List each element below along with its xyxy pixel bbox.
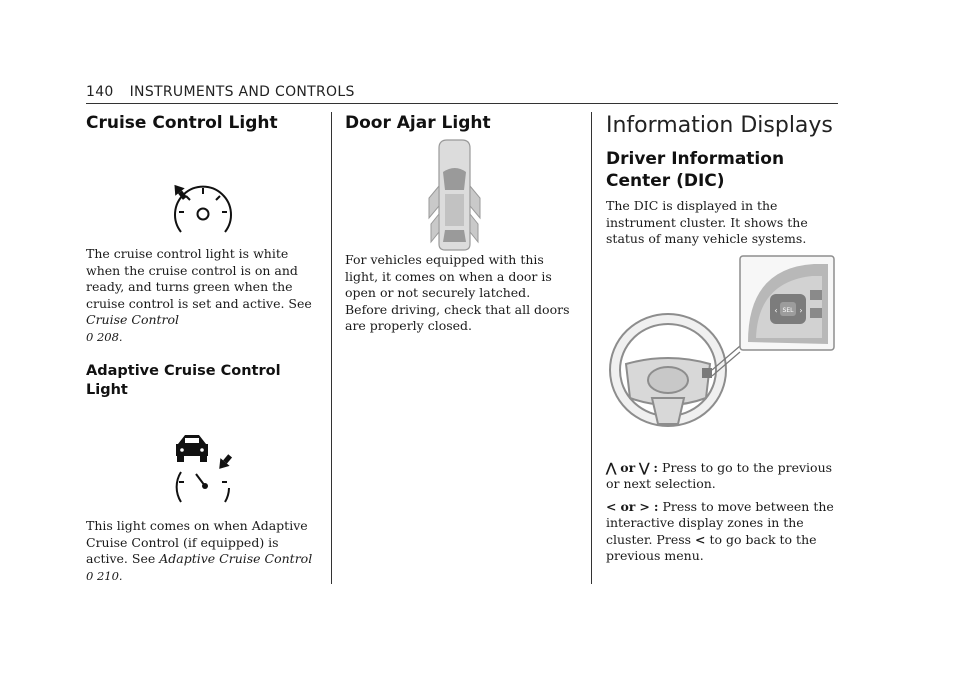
chevron-right-icon: > [639, 498, 650, 514]
header-rule [86, 103, 838, 104]
door-ajar-description: For vehicles equipped with this light, it comes on when a door is open or not securely latched. Before driving, check that all doors are properly closed. [345, 252, 570, 333]
section-title: INSTRUMENTS AND CONTROLS [129, 84, 355, 100]
door-ajar-vehicle-icon [345, 134, 575, 252]
column-1 [86, 112, 318, 584]
chevron-left-icon: < [606, 498, 617, 514]
column-divider-1 [331, 112, 332, 584]
adaptive-cruise-heading: Adaptive Cruise Control Light [86, 363, 281, 398]
left-right-instruction: < or > : Press to move between the interactive display zones in the cluster. Press < to go back to the previous menu. [606, 498, 834, 563]
column-3 [606, 112, 838, 565]
steering-wheel-controls-illustration [606, 248, 838, 460]
column-2 [345, 112, 575, 335]
information-displays-heading: Information Displays [606, 113, 833, 138]
page-header [86, 84, 838, 104]
adaptive-cruise-page-ref[interactable]: 0 210. [86, 568, 123, 583]
dic-heading-line-2: Center (DIC) [606, 171, 725, 191]
svg-text:›: › [799, 305, 803, 315]
chevron-left-icon-2: < [695, 531, 706, 547]
caret-down-icon: ⋁ [639, 459, 650, 475]
adaptive-cruise-vehicle-speedometer-icon [86, 400, 318, 518]
adaptive-cruise-link[interactable]: Adaptive Cruise Control [159, 551, 313, 566]
cruise-control-link[interactable]: Cruise Control [86, 312, 180, 327]
cruise-control-description: The cruise control light is white when the cruise control is on and ready, and turns green when the cruise control is set and active. See Cruise Control 0 208. [86, 246, 312, 344]
up-down-instruction: ⋀ or ⋁ : Press to go to the previous or next selection. [606, 459, 833, 491]
caret-up-icon: ⋀ [606, 459, 617, 475]
switch-sel-label: SEL [782, 306, 794, 314]
column-divider-2 [591, 112, 592, 584]
page-number: 140 [86, 84, 114, 100]
cruise-control-heading: Cruise Control Light [86, 113, 278, 133]
dic-description: The DIC is displayed in the instrument cluster. It shows the status of many vehicle systems. [606, 198, 808, 246]
dic-heading-line-1: Driver Information [606, 149, 785, 169]
svg-text:‹: ‹ [774, 305, 778, 315]
cruise-control-page-ref[interactable]: 0 208. [86, 329, 123, 344]
door-ajar-heading: Door Ajar Light [345, 113, 491, 133]
adaptive-cruise-description: This light comes on when Adaptive Cruise Control (if equipped) is active. See Adaptive Cruise Control 0 210. [86, 518, 313, 583]
cruise-control-speedometer-icon [86, 134, 318, 246]
